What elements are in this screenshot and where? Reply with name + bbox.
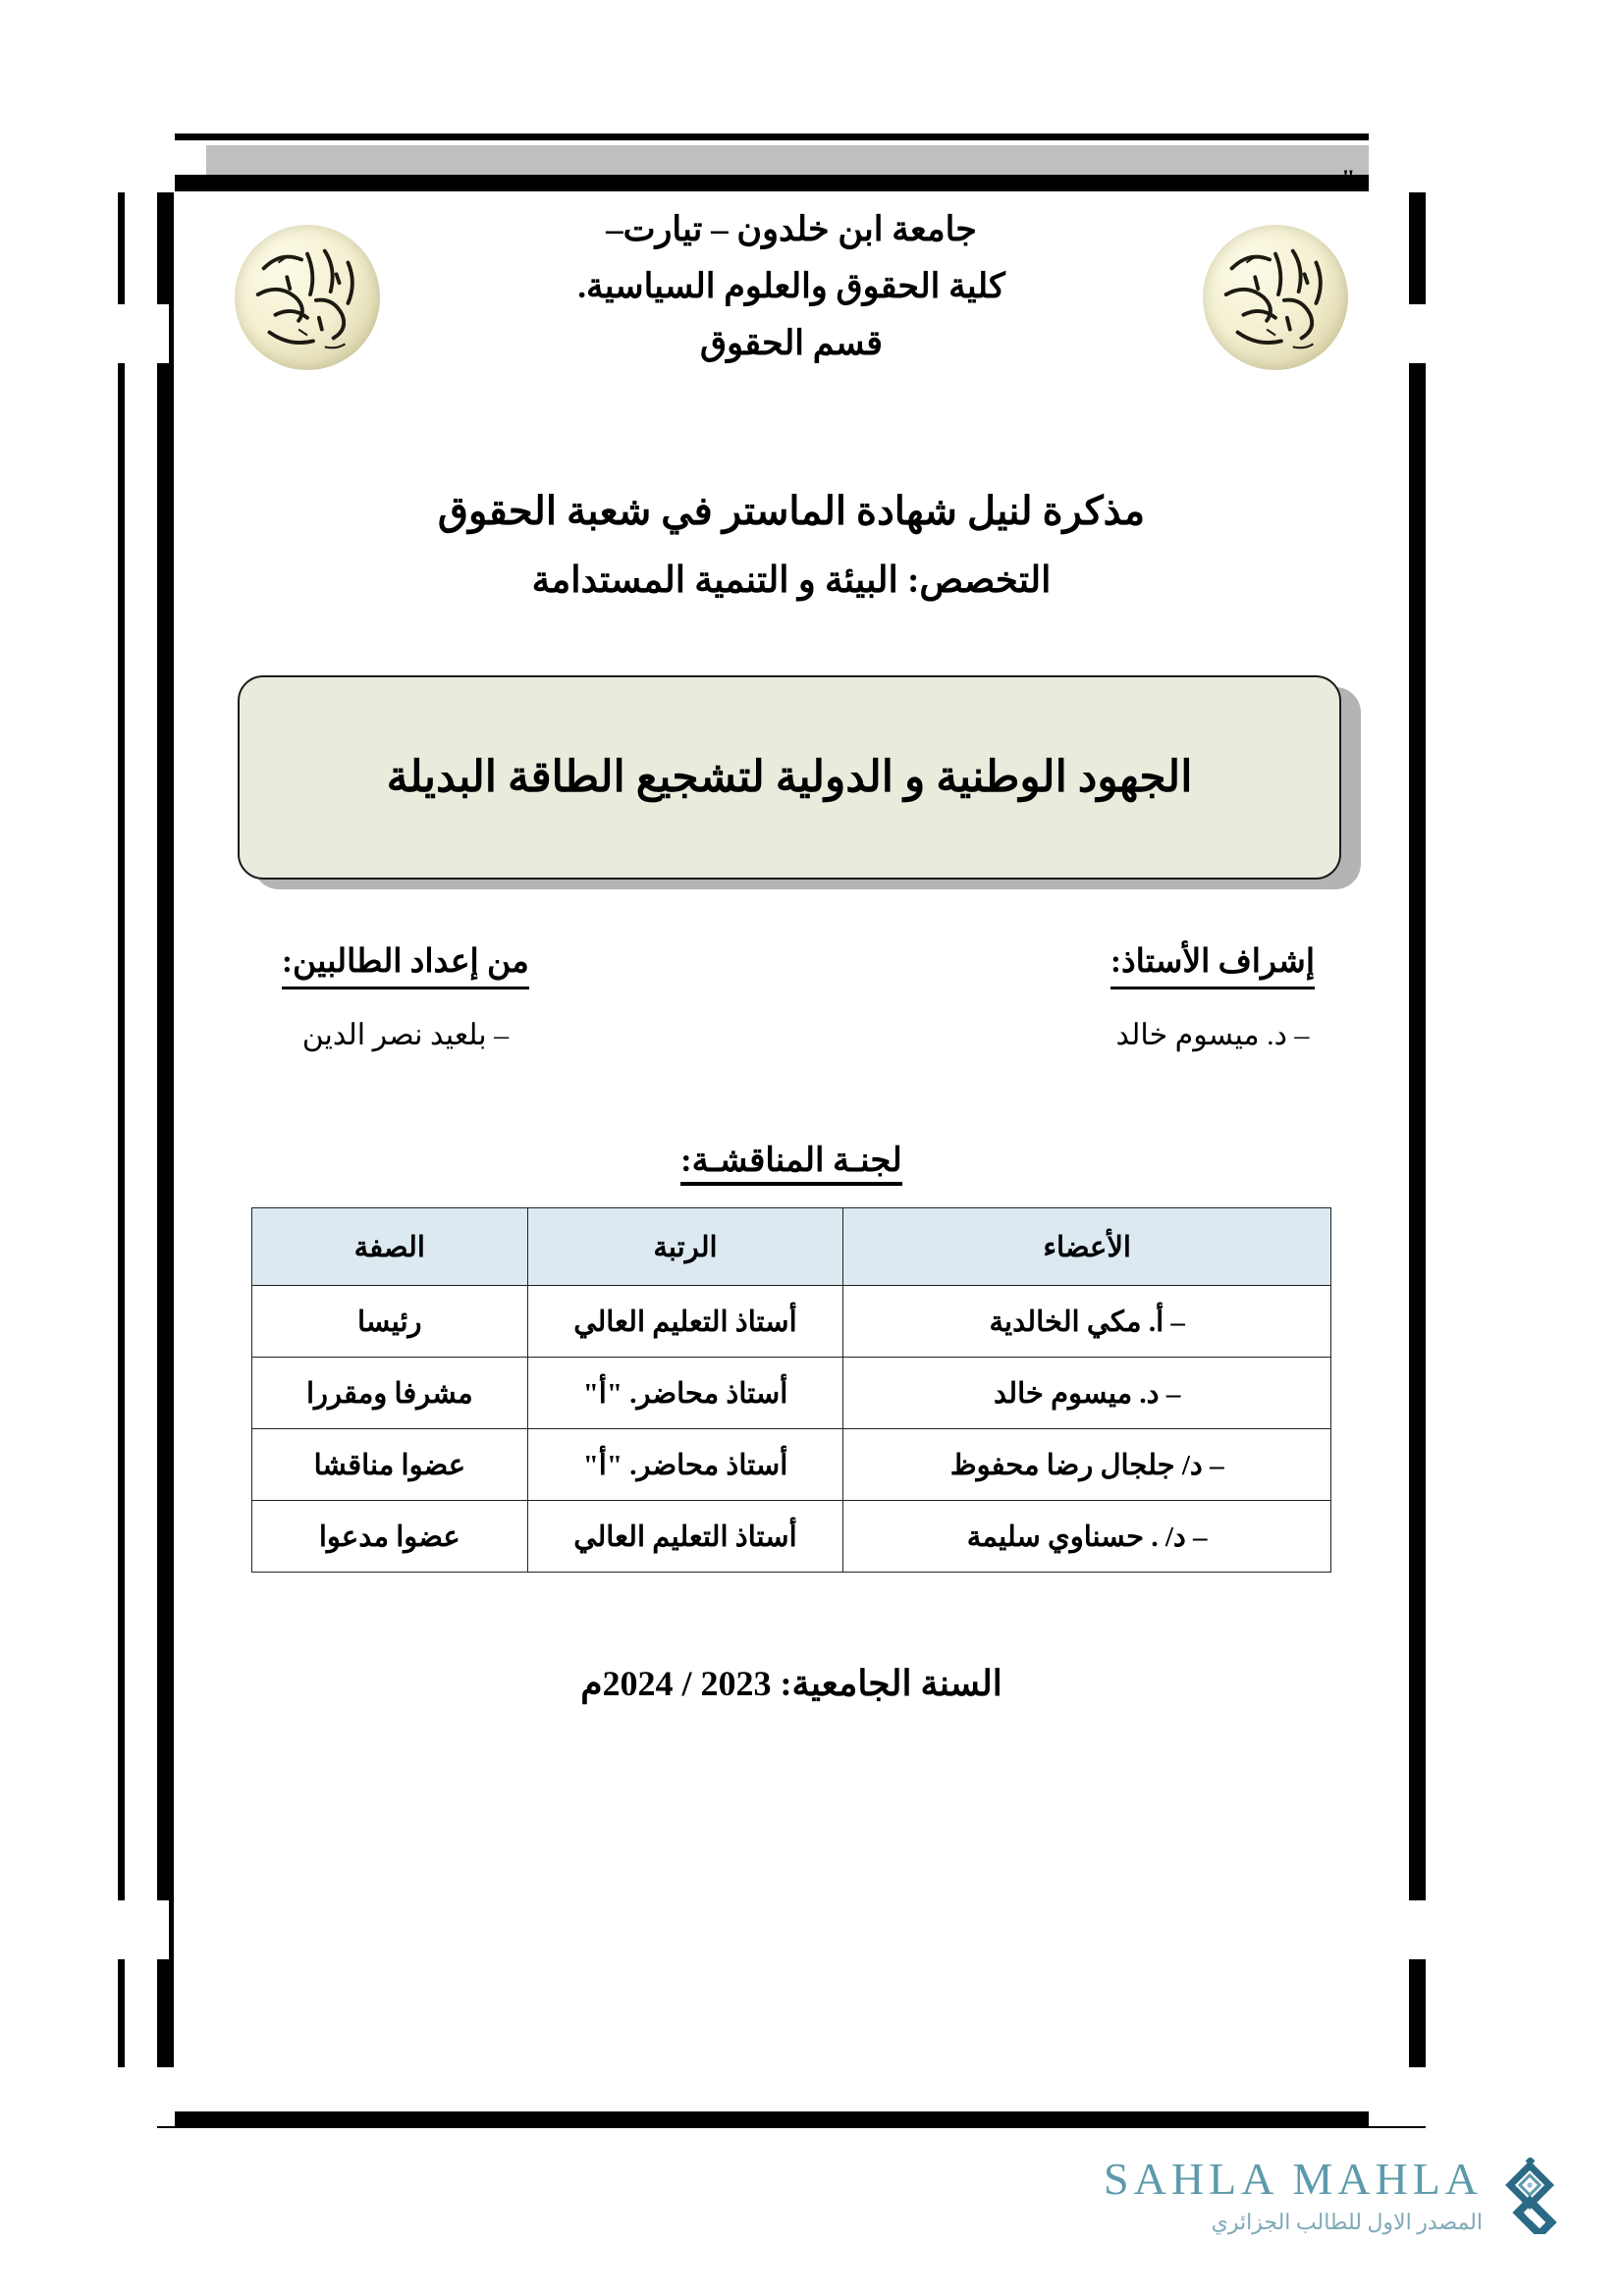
jury-header-row [252,1208,1331,1286]
jury-member-role: عضوا مناقشا [252,1429,528,1501]
supervisor-column [1110,940,1315,1057]
corner-mask-bottom-left-b [118,1900,169,1959]
supervisor-heading: إشراف الأستاذ: [1110,940,1315,990]
jury-heading-wrap [174,1141,1409,1186]
stray-quote-artifact: " [1341,166,1356,189]
supervisor-name: – د. ميسوم خالد [1115,1019,1310,1052]
jury-member-rank: أستاذ محاضر. "أ" [527,1358,843,1429]
watermark [1104,2154,1565,2235]
thesis-title-panel [238,675,1345,885]
jury-member-name: – د. ميسوم خالد [843,1358,1331,1429]
student-name: – بلعيد نصر الدين [301,1019,510,1052]
table-row [252,1286,1331,1358]
corner-mask-bottom-left-a [118,2067,175,2126]
jury-member-rank: أستاذ التعليم العالي [527,1286,843,1358]
students-heading: من إعداد الطالبين: [282,940,529,990]
watermark-brand: SAHLA MAHLA [1104,2154,1483,2204]
jury-member-name: – د/ جلجال رضا محفوظ [843,1429,1331,1501]
people-section [282,940,1315,1057]
table-row [252,1429,1331,1501]
corner-mask-top-left-a [118,133,175,192]
corner-mask-top-left-b [118,304,169,363]
jury-col-rank: الرتبة [527,1208,843,1286]
jury-table-body [252,1286,1331,1573]
institution-header [174,201,1409,417]
students-column [282,940,529,1057]
jury-member-name: – أ. مكي الخالدية [843,1286,1331,1358]
jury-member-role: عضوا مدعوا [252,1501,528,1573]
diamond-lattice-icon [1494,2158,1565,2234]
jury-member-name: – د/ . حسناوي سليمة [843,1501,1331,1573]
jury-col-members: الأعضاء [843,1208,1331,1286]
jury-table-head [252,1208,1331,1286]
watermark-tagline: المصدر الاول للطالب الجزائري [1211,2210,1483,2234]
title-panel-box [238,675,1341,880]
table-row [252,1358,1331,1429]
jury-member-rank: أستاذ محاضر. "أ" [527,1429,843,1501]
faculty-name: كلية الحقوق والعلوم السياسية. [577,266,1005,305]
degree-statement: مذكرة لنيل شهادة الماستر في شعبة الحقوق [437,489,1146,533]
academic-year: السنة الجامعية: 2023 / 2024م [580,1664,1002,1704]
cover-page-content [174,191,1409,2111]
jury-table [251,1207,1331,1573]
table-row [252,1501,1331,1573]
jury-member-rank: أستاذ التعليم العالي [527,1501,843,1573]
thesis-title: الجهود الوطنية و الدولية لتشجيع الطاقة البديلة [386,752,1193,801]
jury-member-role: رئيسا [252,1286,528,1358]
jury-member-role: مشرفا ومقررا [252,1358,528,1429]
jury-col-role: الصفة [252,1208,528,1286]
corner-mask-top-right-a [1369,133,1426,192]
university-name: جامعة ابن خلدون – تيارت– [606,210,977,248]
jury-heading: لجنـة المناقشـة: [680,1141,901,1186]
degree-block [174,474,1409,614]
department-name: قسم الحقوق [700,323,883,362]
watermark-text [1104,2154,1483,2235]
specialization-line: التخصص: البيئة و التنمية المستدامة [531,561,1052,601]
